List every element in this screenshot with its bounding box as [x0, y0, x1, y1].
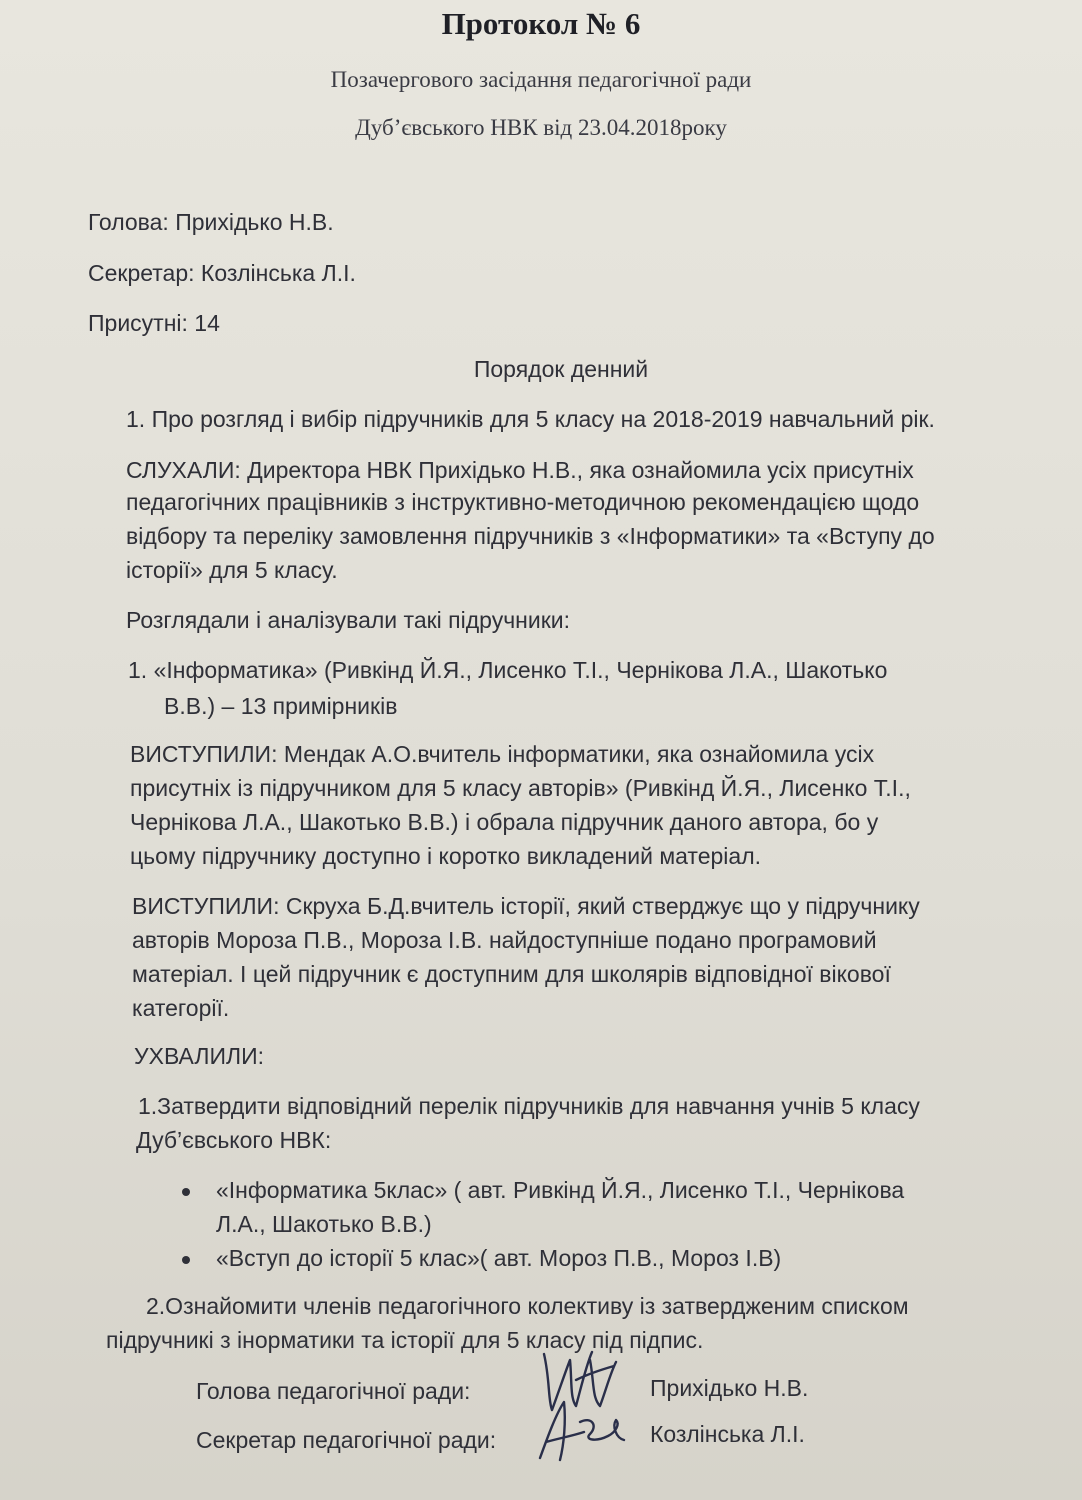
document-subtitle: Позачергового засідання педагогічної ради [330, 67, 752, 92]
spoke2-line-1: ВИСТУПИЛИ: Скруха Б.Д.вчитель історії, який стверджує що у підручнику [132, 893, 920, 919]
spoke2-line-3: матеріал. І цей підручник є доступним для школярів відповідної вікової [132, 961, 891, 987]
chair-signature-name: Прихідько Н.В. [650, 1375, 809, 1401]
heard-line-4: історії» для 5 класу. [126, 557, 338, 583]
bullet-1-line-2: Л.А., Шакотько В.В.) [216, 1211, 432, 1237]
secretary-signature-icon [520, 1392, 640, 1470]
bullet-2-line-1: «Вступ до історії 5 клас»( авт. Мороз П.В., Мороз І.В) [216, 1245, 782, 1271]
document-subtitle-date: Дуб’євського НВК від 23.04.2018року [355, 115, 727, 140]
resolution-2-line-2: підручникі з інорматики та історії для 5 класу під підпис. [106, 1327, 704, 1353]
bullet-dot [182, 1256, 190, 1264]
resolution-1-line-1: 1.Затвердити відповідний перелік підручників для навчання учнів 5 класу [138, 1093, 920, 1119]
resolved-heading: УХВАЛИЛИ: [134, 1043, 265, 1069]
spoke1-line-2: присутніх із підручником для 5 класу авторів» (Ривкінд Й.Я., Лисенко Т.І., [130, 775, 911, 801]
agenda-heading: Порядок денний [473, 356, 649, 382]
spoke1-line-4: цьому підручнику доступно і коротко викладений матеріал. [130, 843, 762, 869]
resolution-1-line-2: Дуб’євського НВК: [136, 1127, 332, 1153]
spoke2-line-4: категорії. [132, 995, 230, 1021]
document-title: Протокол № 6 [441, 6, 641, 41]
secretary-line: Секретар: Козлінська Л.І. [88, 260, 356, 286]
present-line: Присутні: 14 [88, 310, 220, 336]
reviewed-item-1-line-1: 1. «Інформатика» (Ривкінд Й.Я., Лисенко Т.І., Чернікова Л.А., Шакотько [128, 657, 888, 683]
spoke2-line-2: авторів Мороза П.В., Мороза І.В. найдоступніше подано програмовий [132, 927, 877, 953]
bullet-1-line-1: «Інформатика 5клас» ( авт. Ривкінд Й.Я., Лисенко Т.І., Чернікова [216, 1177, 905, 1203]
chair-signature-label: Голова педагогічної ради: [196, 1378, 471, 1404]
agenda-item-1: 1. Про розгляд і вибір підручників для 5 класу на 2018-2019 навчальний рік. [126, 406, 935, 432]
heard-line-3: відбору та переліку замовлення підручників з «Інформатики» та «Вступу до [126, 523, 935, 549]
spoke1-line-1: ВИСТУПИЛИ: Мендак А.О.вчитель інформатики, яка ознайомила усіх [130, 741, 875, 767]
reviewed-intro: Розглядали і аналізували такі підручники: [126, 607, 571, 633]
heard-line-2: педагогічних працівників з інструктивно-методичною рекомендацією щодо [126, 489, 920, 515]
spoke1-line-3: Чернікова Л.А., Шакотько В.В.) і обрала підручник даного автора, бо у [130, 809, 879, 835]
bullet-dot [182, 1188, 190, 1196]
heard-line-1: СЛУХАЛИ: Директора НВК Прихідько Н.В., яка ознайомила усіх присутніх [126, 457, 914, 483]
reviewed-item-1-line-2: В.В.) – 13 примірників [164, 693, 398, 719]
chair-line: Голова: Прихідько Н.В. [88, 209, 334, 235]
resolution-2-line-1: 2.Ознайомити членів педагогічного колективу із затвердженим списком [146, 1293, 909, 1319]
secretary-signature-name: Козлінська Л.І. [650, 1421, 805, 1447]
secretary-signature-label: Секретар педагогічної ради: [196, 1427, 497, 1453]
